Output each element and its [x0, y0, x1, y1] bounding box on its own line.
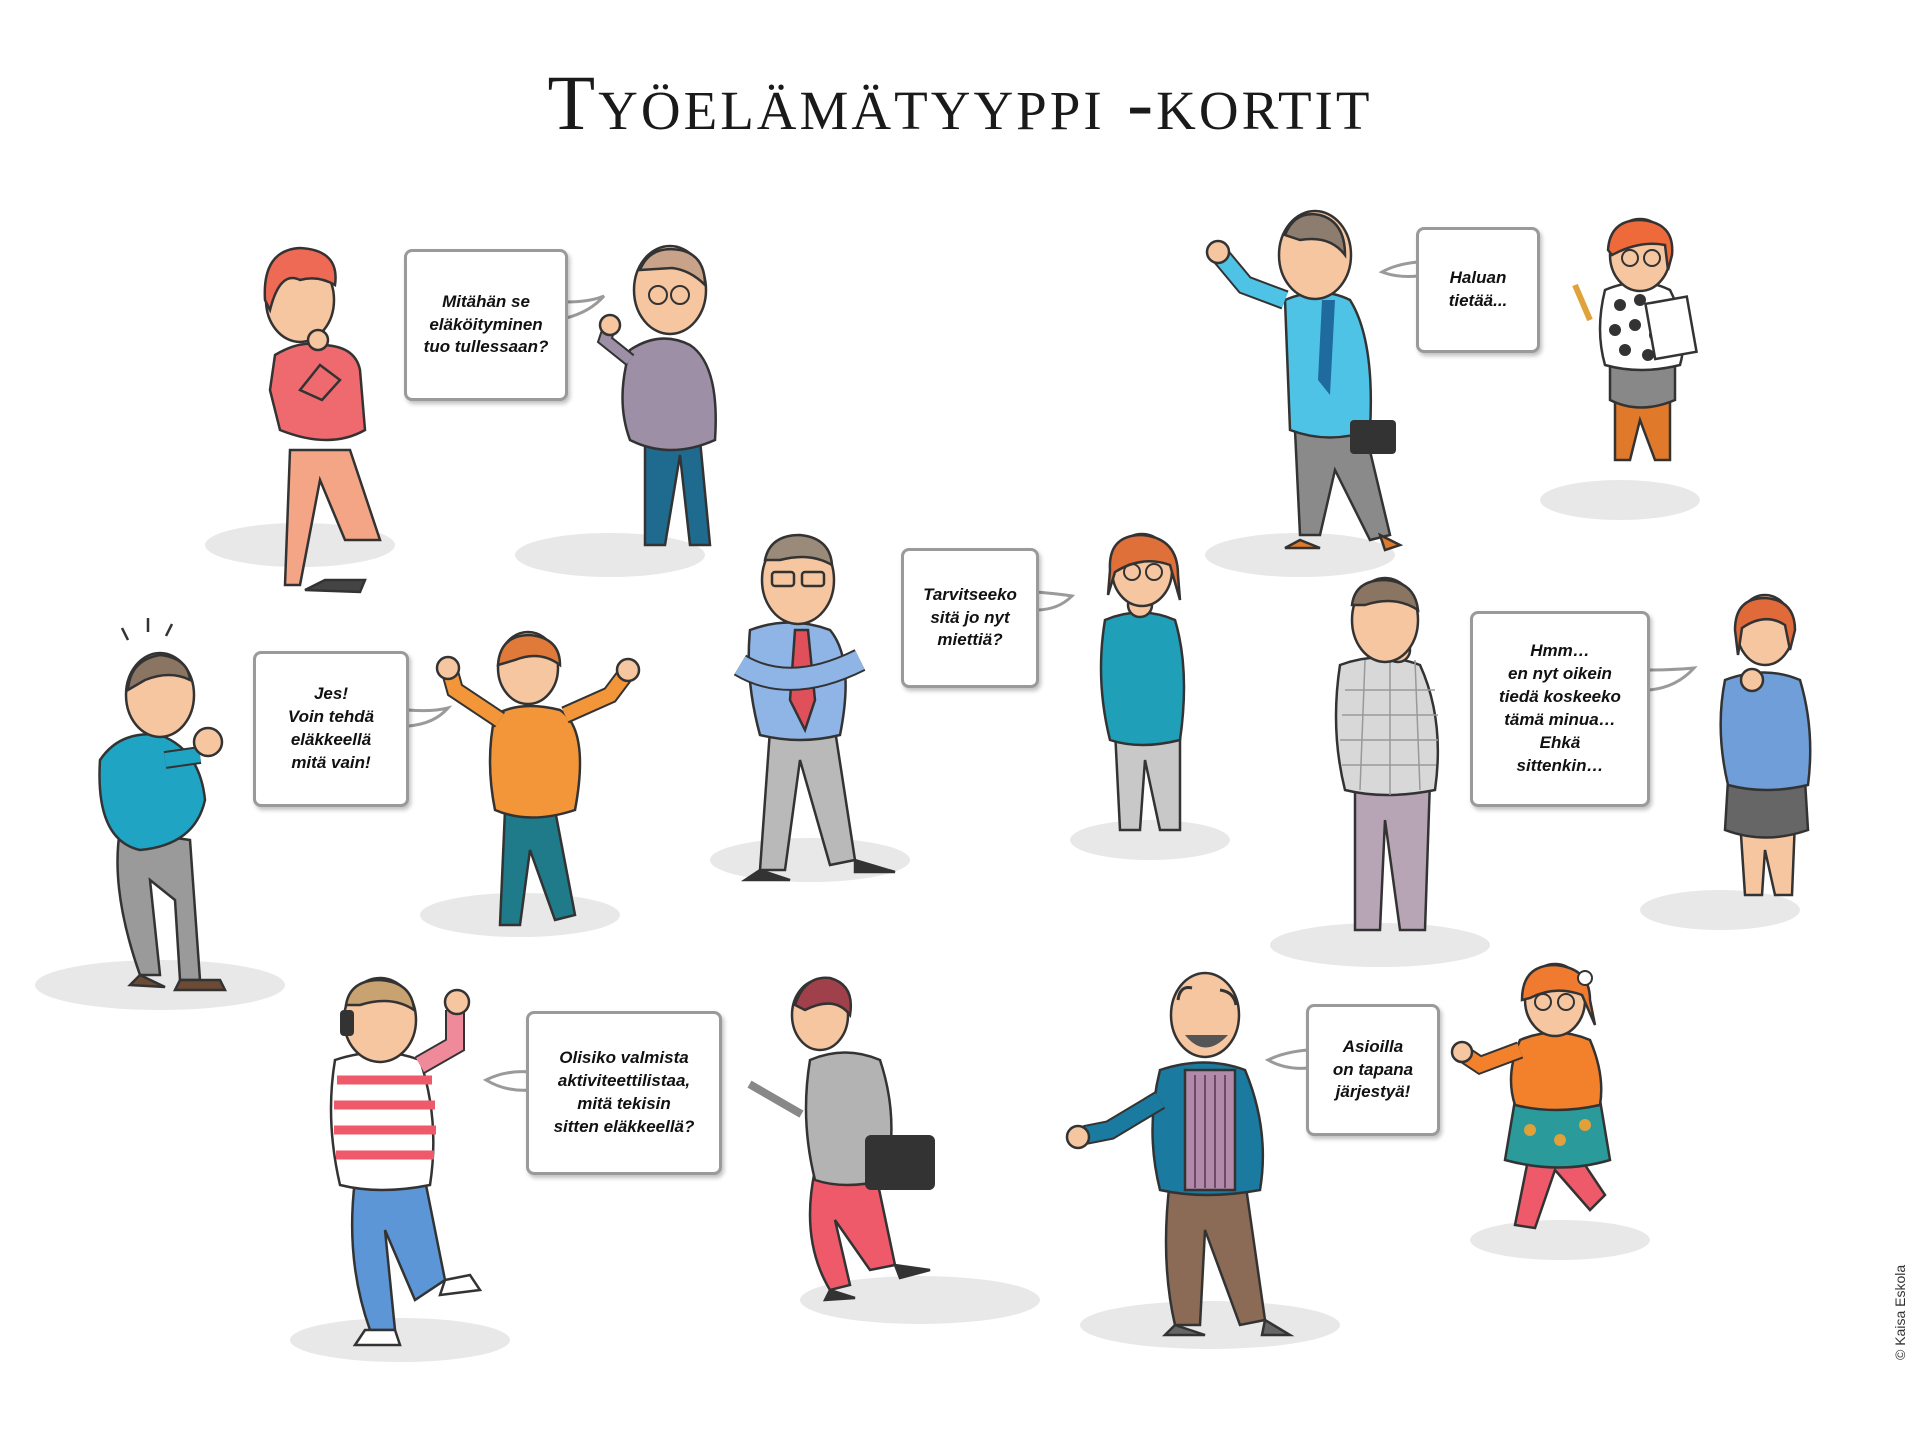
- character-curious-man: [1207, 211, 1400, 550]
- character-skeptical-man: [740, 535, 895, 880]
- speech-text-skeptical: Tarvitseeko sitä jo nyt miettiä?: [923, 584, 1017, 650]
- speech-bubble-unsure: [1470, 611, 1650, 807]
- character-notetaking-woman: [1575, 219, 1697, 460]
- character-cheering-woman: [437, 632, 639, 925]
- speech-bubble-pondering: [404, 249, 568, 401]
- speech-text-relaxed: Asioilla on tapana järjestyä!: [1332, 1036, 1414, 1102]
- character-laptop-woman: [748, 978, 935, 1300]
- page-title: Työelämätyyppi -kortit: [547, 59, 1373, 146]
- character-excited-man: [100, 618, 226, 990]
- character-worried-woman: [1101, 534, 1184, 830]
- character-pondering-man: [600, 246, 716, 545]
- speech-text-curious: Haluan tietää...: [1448, 268, 1508, 310]
- speech-bubble-excited: [253, 651, 409, 807]
- character-unsure-woman: [1721, 595, 1811, 895]
- character-relaxed-man: [1067, 973, 1290, 1335]
- character-phoning-man: [331, 978, 480, 1345]
- character-happy-woman: [1452, 964, 1610, 1228]
- character-hesitant-man: [1336, 578, 1438, 930]
- speech-bubble-curious: [1416, 227, 1540, 353]
- speech-bubble-skeptical: [901, 548, 1039, 688]
- speech-bubble-activity: [526, 1011, 722, 1175]
- speech-text-pondering: Mitähän se eläköityminen tuo tullessaan?: [423, 291, 549, 357]
- speech-text-excited: Jes! Voin tehdä eläkkeellä mitä vain!: [287, 684, 375, 772]
- speech-bubble-relaxed: [1306, 1004, 1440, 1136]
- speech-text-unsure: Hmm… en nyt oikein tiedä koskeeko tämä minua… Ehkä sittenkin…: [1499, 641, 1621, 775]
- copyright-credit: © Kaisa Eskola: [1892, 1264, 1908, 1360]
- speech-text-activity: Olisiko valmista aktiviteettilistaa, mitä tekisin sitten eläkkeellä?: [553, 1048, 695, 1136]
